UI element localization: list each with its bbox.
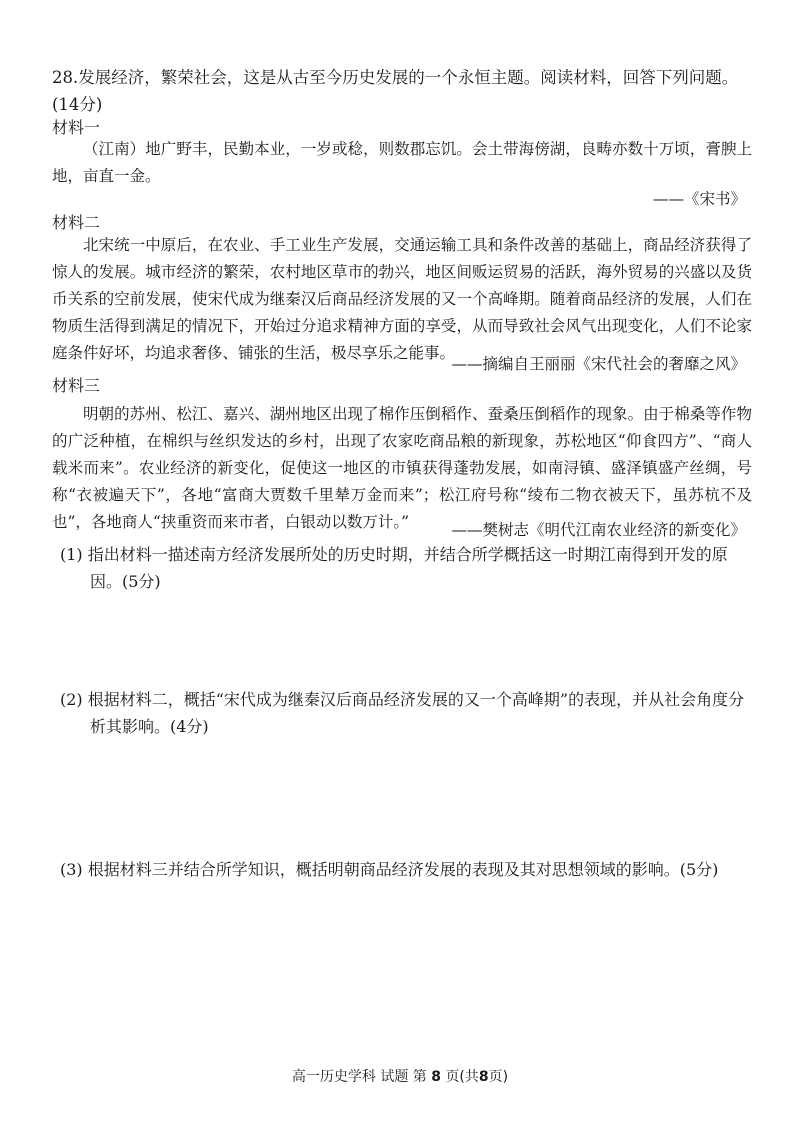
sub-question-1-text: (1) 指出材料一描述南方经济发展所处的历史时期，并结合所学概括这一时期江南得到开发的原因。(5分): [60, 545, 728, 591]
material-2-source: ——摘编自王丽丽《宋代社会的奢靡之风》: [451, 355, 746, 373]
material-3-paragraph: 明朝的苏州、松江、嘉兴、湖州地区出现了棉作压倒稻作、蚕桑压倒稻作的现象。由于棉桑等作物的广泛种植，在棉织与丝织发达的乡村，出现了农家吃商品粮的新现象，苏松地区“仰食四方”、“商人载米而来”。农业经济的新变化，促使这一地区的市镇获得蓬勃发展，如南浔镇、盛泽镇盛产丝绸，号称“衣被遍天下”，各地“富商大贾数千里辇万金而来”；松江府号称“绫布二物衣被天下，虽苏杭不及也”，各地商人“挟重资而来市者，白银动以数万计。”: [52, 405, 752, 531]
footer-suffix: 页): [488, 1069, 509, 1085]
material-3-label: 材料三: [52, 376, 101, 395]
material-1-label: 材料一: [52, 118, 101, 137]
footer-prefix: 高一历史学科 试题 第: [291, 1069, 427, 1085]
page-footer: [0, 1066, 800, 1086]
material-1-paragraph: （江南）地广野丰，民勤本业，一岁或稔，则数郡忘饥。会土带海傍湖，良畴亦数十万顷，膏腴上地，亩直一金。: [52, 140, 752, 185]
footer-page-number: 8: [431, 1069, 441, 1085]
sub-question-3: [60, 856, 755, 883]
material-3-text: [52, 401, 752, 536]
material-1-source: ——《宋书》: [652, 190, 746, 208]
sub-question-3-text: (3) 根据材料三并结合所学知识，概括明朝商品经济发展的表现及其对思想领域的影响。(5分): [60, 860, 719, 879]
footer-total-pages: 8: [478, 1069, 489, 1085]
material-2-paragraph: 北宋统一中原后，在农业、手工业生产发展，交通运输工具和条件改善的基础上，商品经济获得了惊人的发展。城市经济的繁荣，农村地区草市的勃兴，地区间贩运贸易的活跃，海外贸易的兴盛以及货币关系的空前发展，使宋代成为继秦汉后商品经济发展的又一个高峰期。随着商品经济的发展，人们在物质生活得到满足的情况下，开始过分追求精神方面的享受，从而导致社会风气出现变化，人们不论家庭条件好坏，均追求奢侈、铺张的生活，极尽享乐之能事。: [52, 236, 752, 362]
footer-middle: 页(共: [445, 1069, 479, 1085]
sub-question-1: [60, 541, 755, 595]
question-title: 28.发展经济，繁荣社会，这是从古至今历史发展的一个永恒主题。阅读材料，回答下列问题。(14分): [52, 68, 739, 114]
material-2-label: 材料二: [52, 213, 101, 232]
material-3-source: ——樊树志《明代江南农业经济的新变化》: [451, 521, 746, 539]
material-2-text: [52, 232, 752, 367]
sub-question-2-text: (2) 根据材料二，概括“宋代成为继秦汉后商品经济发展的又一个高峰期”的表现，并从社会角度分析其影响。(4分): [60, 690, 745, 736]
sub-question-2: [60, 686, 755, 740]
material-1-text: [52, 136, 752, 190]
